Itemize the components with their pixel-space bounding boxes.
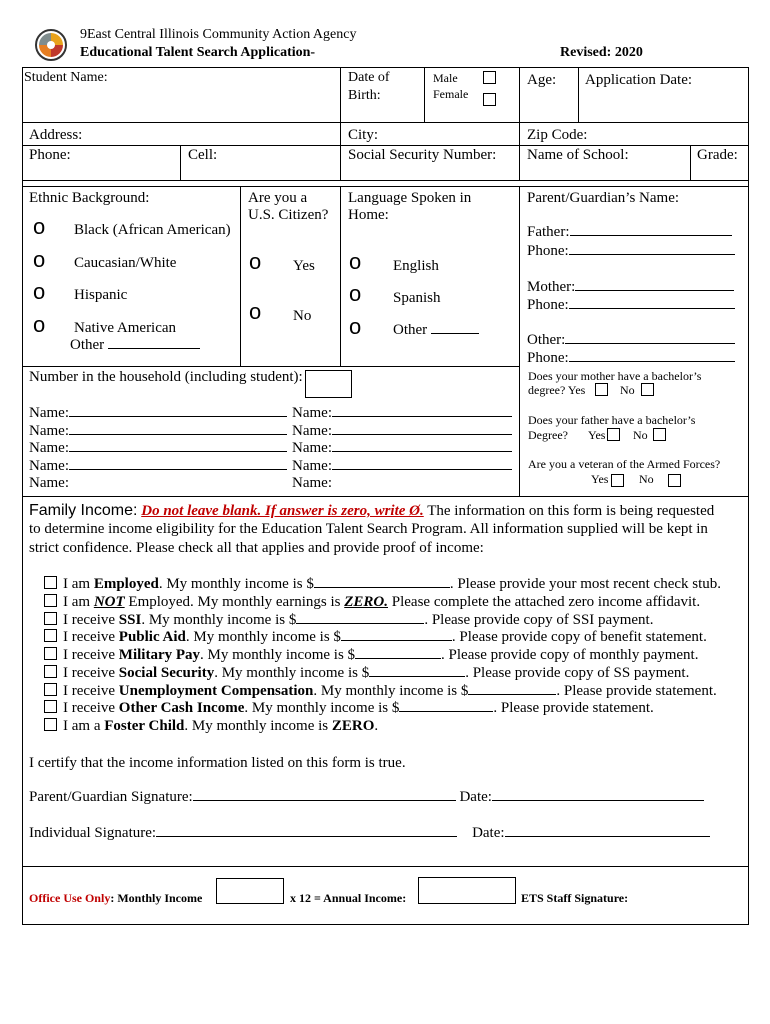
language-option-spanish: Spanish: [393, 290, 441, 306]
guardian-name-label: Parent/Guardian’s Name:: [527, 190, 680, 206]
income-intro-line3: strict confidence. Please check all that applies and provide proof of income:: [29, 540, 484, 556]
income-type: Other Cash Income: [118, 700, 245, 716]
household-names-right: [292, 405, 512, 493]
monthly-amount-field[interactable]: [296, 623, 424, 624]
monthly-income-input[interactable]: [216, 878, 284, 904]
name-label: Name:: [29, 475, 69, 492]
father-degree-no-checkbox[interactable]: [653, 428, 666, 441]
agency-logo: [34, 28, 68, 62]
income-item-prefix: I receive: [63, 665, 119, 681]
income-type: SSI: [118, 612, 142, 628]
mother-degree-no-label: No: [620, 383, 635, 397]
income-type: Unemployment Compensation: [118, 683, 314, 699]
address-label: Address:: [29, 127, 83, 143]
income-item: [44, 612, 653, 629]
income-item: [44, 718, 378, 735]
household-names-left: [29, 405, 287, 493]
male-checkbox[interactable]: [483, 71, 496, 84]
monthly-income-label: : Monthly Income: [110, 891, 203, 905]
mother-degree-yes-checkbox[interactable]: [595, 383, 608, 396]
mother-degree-label: degree?: [528, 383, 566, 397]
income-item-text: . My monthly income is $: [244, 700, 400, 716]
spanish-radio[interactable]: o: [349, 281, 362, 306]
application-date-label: Application Date:: [585, 72, 693, 88]
hispanic-radio[interactable]: o: [33, 279, 46, 304]
name-label: Name:: [292, 422, 332, 439]
form-title: Educational Talent Search Application-: [80, 45, 316, 60]
citizen-yes-label: Yes: [293, 258, 315, 274]
ethnic-other-label: Other: [70, 337, 105, 353]
veteran-question: Are you a veteran of the Armed Forces?: [528, 457, 721, 471]
student-name-label: Student Name:: [24, 70, 108, 85]
other-language-radio[interactable]: o: [349, 314, 362, 339]
household-name-field[interactable]: [292, 475, 512, 493]
income-item-text: . My monthly income is $: [185, 629, 341, 645]
income-type: Public Aid: [118, 629, 186, 645]
income-item-instruction: . Please provide your most recent check stub.: [449, 576, 722, 592]
household-name-field[interactable]: [292, 458, 512, 476]
father-phone-field[interactable]: [527, 243, 735, 260]
age-label: Age:: [527, 72, 557, 88]
household-name-field[interactable]: [29, 405, 287, 423]
zero-income-warning: Do not leave blank. If answer is zero, write Ø.: [141, 503, 424, 519]
other-guardian-field[interactable]: [527, 332, 735, 349]
income-item: [44, 647, 698, 664]
language-option-other: Other: [393, 322, 428, 338]
certify-statement: I certify that the income information listed on this form is true.: [29, 755, 406, 771]
income-checkbox[interactable]: [44, 700, 57, 713]
name-label: Name:: [29, 405, 69, 421]
income-item-text: . My monthly income is $: [214, 665, 370, 681]
father-degree-question: Does your father have a bachelor’s: [528, 413, 696, 427]
income-checkbox[interactable]: [44, 629, 57, 642]
ethnic-other[interactable]: [70, 337, 200, 354]
income-checkbox[interactable]: [44, 594, 57, 607]
monthly-amount-field[interactable]: [355, 658, 441, 659]
grade-label: Grade:: [697, 147, 738, 163]
office-use-row: [29, 891, 202, 906]
language-label-line1: Language Spoken in: [348, 190, 472, 206]
name-label: Name:: [292, 405, 332, 421]
income-item: [44, 665, 689, 682]
father-degree-no-label: No: [633, 428, 648, 442]
name-label: Name:: [29, 457, 69, 474]
annual-income-label: x 12 = Annual Income:: [290, 891, 407, 905]
parent-signature-field[interactable]: [29, 789, 704, 806]
caucasian-radio[interactable]: o: [33, 247, 46, 272]
household-name-field[interactable]: [292, 423, 512, 441]
income-item-text: . My monthly income is: [184, 718, 332, 734]
veteran-yes-label: Yes: [591, 472, 609, 486]
income-item-text: . My monthly income is $: [313, 683, 469, 699]
income-type: Military Pay: [118, 647, 201, 663]
household-name-field[interactable]: [29, 440, 287, 458]
english-radio[interactable]: o: [349, 249, 362, 274]
citizen-no-label: No: [293, 308, 312, 324]
veteran-no-label: No: [639, 472, 654, 486]
income-item-prefix: I receive: [63, 612, 119, 628]
ethnic-option-black: Black (African American): [74, 222, 231, 238]
income-item-prefix: I receive: [63, 700, 119, 716]
father-phone-label: Phone:: [527, 243, 569, 259]
household-name-field[interactable]: [29, 458, 287, 476]
household-name-field[interactable]: [292, 405, 512, 423]
income-item-instruction: . Please provide copy of benefit statement.: [451, 629, 707, 645]
income-item-instruction: Please complete the attached zero income affidavit.: [388, 594, 701, 610]
ethnic-option-hispanic: Hispanic: [74, 287, 128, 303]
income-item: [44, 594, 700, 611]
dob-label-line1: Date of: [348, 70, 390, 85]
income-item-instruction: . Please provide copy of SS payment.: [465, 665, 690, 681]
father-degree-yes-checkbox[interactable]: [607, 428, 620, 441]
income-item: [44, 700, 654, 717]
ethnic-option-native-american: Native American: [74, 320, 177, 336]
ethnic-option-caucasian: Caucasian/White: [74, 255, 177, 271]
father-field[interactable]: [527, 224, 732, 241]
mother-degree-yes-label: Yes: [567, 383, 586, 397]
parent-date-label: Date:: [459, 789, 492, 805]
other-guardian-label: Other:: [527, 332, 566, 348]
mother-phone-label: Phone:: [527, 297, 569, 313]
female-label: Female: [433, 87, 469, 101]
name-label: Name:: [292, 457, 332, 474]
dob-label-line2: Birth:: [348, 88, 381, 103]
father-degree-yes-label: Yes: [588, 428, 606, 442]
household-count-label: Number in the household (including student):: [29, 369, 303, 385]
income-item-prefix: I receive: [63, 683, 119, 699]
income-item-text: . My monthly income is $: [141, 612, 297, 628]
mother-label: Mother:: [527, 279, 576, 295]
monthly-amount-field[interactable]: [399, 711, 493, 712]
native-american-radio[interactable]: o: [33, 312, 46, 337]
school-name-label: Name of School:: [527, 147, 629, 163]
black-radio[interactable]: o: [33, 214, 46, 239]
citizen-label-line1: Are you a: [248, 190, 308, 206]
income-type: Foster Child: [104, 718, 185, 734]
citizen-yes-radio[interactable]: o: [249, 249, 262, 274]
name-label: Name:: [29, 440, 69, 457]
phone-label: Phone:: [29, 147, 71, 163]
income-item-instruction: . Please provide statement.: [493, 700, 654, 716]
income-intro-line1: The information on this form is being requested: [427, 503, 715, 519]
cell-label: Cell:: [188, 147, 218, 163]
income-type: Employed: [93, 576, 159, 592]
income-checkbox[interactable]: [44, 576, 57, 589]
income-checkbox[interactable]: [44, 683, 57, 696]
male-label: Male: [433, 71, 458, 85]
other-phone-field[interactable]: [527, 350, 735, 367]
family-income-intro: Family Income: Do not leave blank. If answer is zero, write Ø. The information on this form is being requested: [29, 502, 715, 519]
monthly-amount-field[interactable]: [369, 676, 465, 677]
income-item-instruction: .: [374, 718, 379, 734]
income-checkbox[interactable]: [44, 718, 57, 731]
veteran-no-checkbox[interactable]: [668, 474, 681, 487]
income-item-prefix: I am: [63, 576, 94, 592]
income-checkbox[interactable]: [44, 612, 57, 625]
other-phone-label: Phone:: [527, 350, 569, 366]
zip-code-label: Zip Code:: [527, 127, 588, 143]
income-item-instruction: . Please provide statement.: [556, 683, 717, 699]
monthly-amount-field[interactable]: [341, 640, 452, 641]
income-item-prefix: I receive: [63, 647, 119, 663]
monthly-amount-field[interactable]: [468, 694, 556, 695]
income-checkbox[interactable]: [44, 647, 57, 660]
language-other[interactable]: [393, 322, 479, 339]
income-item: [44, 683, 717, 700]
individual-date-label: Date:: [472, 825, 505, 841]
female-checkbox[interactable]: [483, 93, 496, 106]
family-income-title: Family Income: [29, 502, 134, 519]
ets-staff-signature-label: ETS Staff Signature:: [521, 891, 629, 905]
income-type: Social Security: [118, 665, 215, 681]
name-label: Name:: [292, 440, 332, 457]
veteran-yes-checkbox[interactable]: [611, 474, 624, 487]
mother-degree-question-line2: [528, 383, 585, 398]
ssn-label: Social Security Number:: [348, 147, 497, 163]
citizen-no-radio[interactable]: o: [249, 299, 262, 324]
zero-emphasis: ZERO.: [344, 594, 388, 610]
monthly-amount-field[interactable]: [314, 587, 450, 588]
income-item-prefix: I am a: [63, 718, 105, 734]
mother-degree-no-checkbox[interactable]: [641, 383, 654, 396]
mother-phone-field[interactable]: [527, 297, 735, 314]
name-label: Name:: [292, 475, 332, 492]
office-use-label: Office Use Only: [29, 891, 111, 905]
income-item-text: . My monthly income is $: [200, 647, 356, 663]
language-option-english: English: [393, 258, 439, 274]
individual-signature-field[interactable]: [29, 825, 710, 842]
income-intro-line2: to determine income eligibility for the Education Talent Search Program. All information supplied will be kept in: [29, 521, 708, 537]
income-item-prefix: I am: [63, 594, 94, 610]
mother-field[interactable]: [527, 279, 734, 296]
household-count-input[interactable]: [305, 370, 352, 398]
individual-signature-label: Individual Signature:: [29, 825, 157, 841]
income-item-text: Employed. My monthly earnings is: [124, 594, 345, 610]
parent-signature-label: Parent/Guardian Signature:: [29, 789, 193, 805]
city-label: City:: [348, 127, 379, 143]
language-label-line2: Home:: [348, 207, 389, 223]
name-label: Name:: [29, 422, 69, 439]
income-type: NOT: [93, 594, 125, 610]
annual-income-input[interactable]: [418, 877, 516, 904]
income-item-instruction: . Please provide copy of SSI payment.: [424, 612, 654, 628]
income-item: [44, 629, 707, 646]
revised-date: Revised: 2020: [560, 45, 643, 60]
income-item: [44, 576, 721, 593]
income-item-instruction: . Please provide copy of monthly payment.: [441, 647, 699, 663]
father-degree-label: Degree?: [528, 428, 568, 442]
agency-name: 9East Central Illinois Community Action Agency: [80, 27, 357, 42]
ethnic-background-label: Ethnic Background:: [29, 190, 150, 206]
household-name-field[interactable]: [29, 475, 287, 493]
mother-degree-question: Does your mother have a bachelor’s: [528, 369, 702, 383]
income-item-text: . My monthly income is $: [158, 576, 314, 592]
income-checkbox[interactable]: [44, 665, 57, 678]
father-label: Father:: [527, 224, 570, 240]
household-name-field[interactable]: [29, 423, 287, 441]
income-item-prefix: I receive: [63, 629, 119, 645]
zero-emphasis: ZERO: [331, 718, 375, 734]
citizen-label-line2: U.S. Citizen?: [248, 207, 329, 223]
household-name-field[interactable]: [292, 440, 512, 458]
